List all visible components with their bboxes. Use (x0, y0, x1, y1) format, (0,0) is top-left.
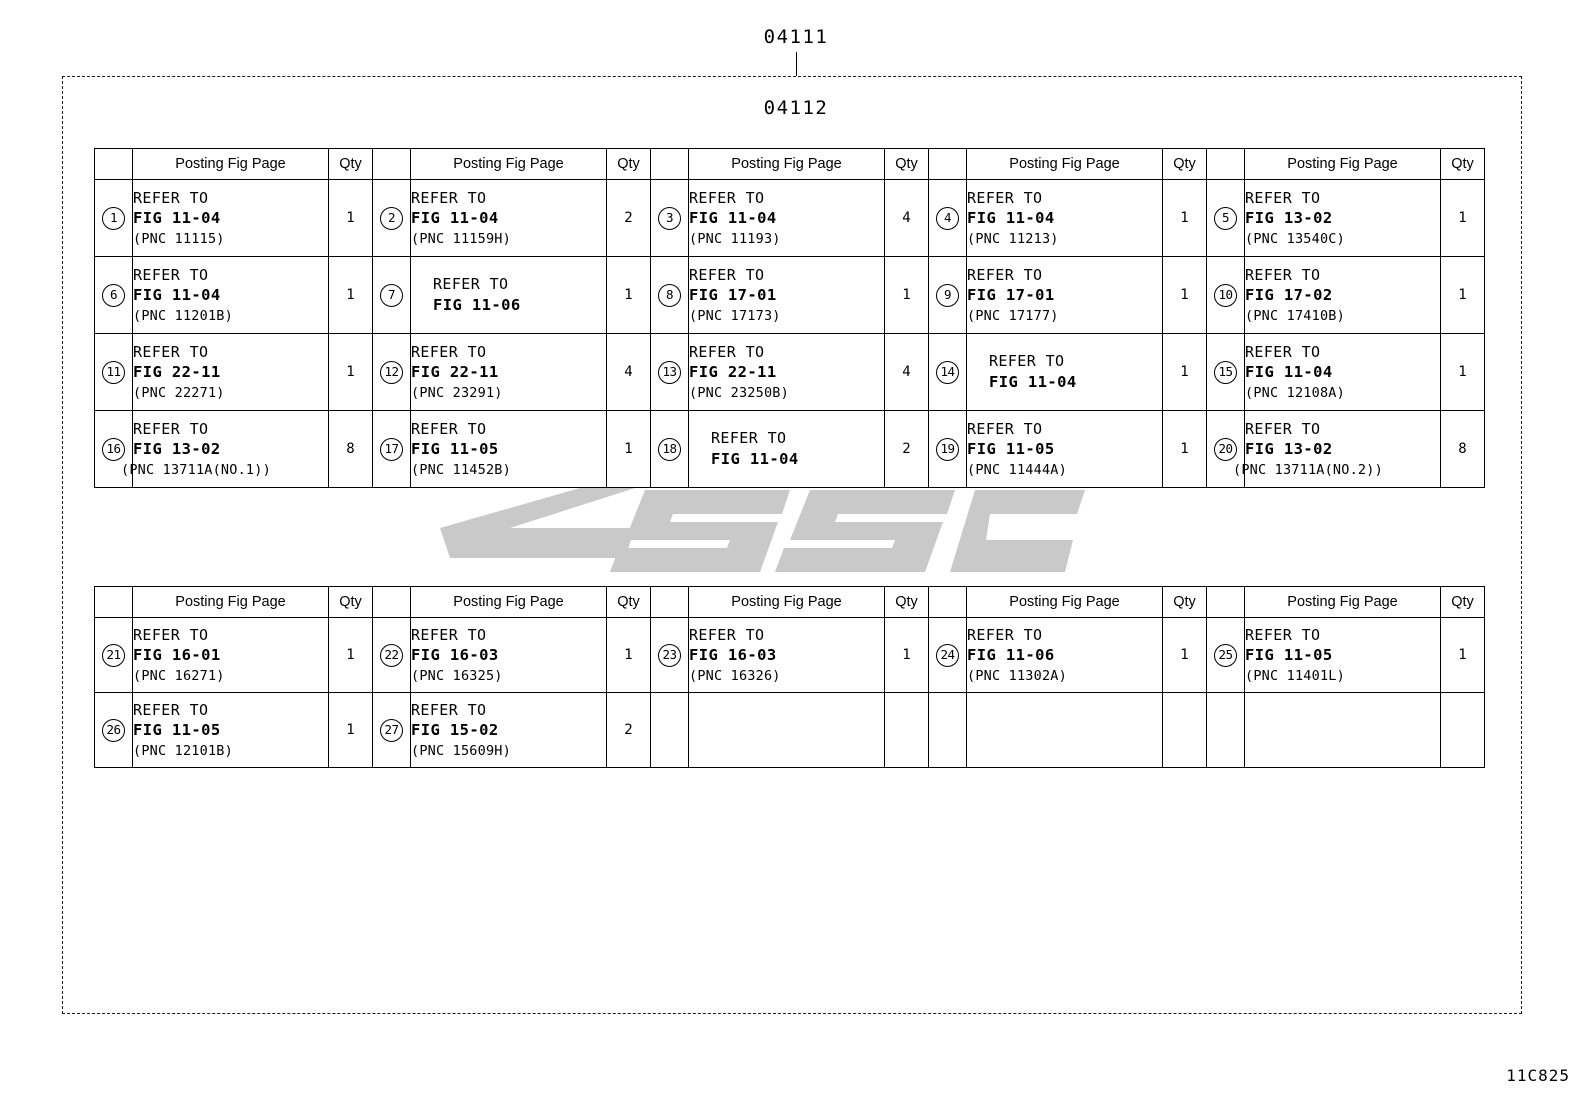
item-qty: 1 (1441, 618, 1485, 693)
index-badge: 27 (380, 719, 403, 742)
item-qty: 1 (607, 618, 651, 693)
item-reference[interactable] (689, 618, 885, 693)
index-badge: 24 (936, 644, 959, 667)
item-index[interactable] (95, 180, 133, 257)
header-spacer (373, 149, 411, 180)
item-qty: 1 (607, 411, 651, 488)
pnc-code: (PNC 11201B) (133, 307, 233, 324)
table-header-row (95, 587, 1485, 618)
pnc-code: (PNC 23291) (411, 384, 503, 401)
pnc-code: (PNC 11444A) (967, 461, 1067, 478)
item-reference[interactable] (411, 257, 607, 334)
pnc-code: (PNC 13711A(NO.1)) (121, 461, 271, 478)
header-spacer (95, 149, 133, 180)
refer-label: REFER TO (967, 266, 1043, 285)
header-qty: Qty (329, 149, 373, 180)
item-reference[interactable] (689, 180, 885, 257)
index-badge: 7 (380, 284, 403, 307)
item-reference[interactable] (967, 180, 1163, 257)
index-badge: 9 (936, 284, 959, 307)
refer-label: REFER TO (967, 626, 1043, 645)
index-badge: 18 (658, 438, 681, 461)
pnc-code: (PNC 17410B) (1245, 307, 1345, 324)
index-badge: 2 (380, 207, 403, 230)
header-posting-fig-page: Posting Fig Page (411, 587, 607, 618)
item-reference[interactable] (133, 180, 329, 257)
item-index[interactable] (95, 693, 133, 768)
index-badge: 16 (102, 438, 125, 461)
refer-label: REFER TO (411, 420, 487, 439)
item-reference[interactable] (411, 411, 607, 488)
item-qty: 2 (607, 180, 651, 257)
refer-label: REFER TO (711, 429, 787, 448)
pnc-code: (PNC 22271) (133, 384, 225, 401)
pnc-code: (PNC 12101B) (133, 742, 233, 759)
refer-label: REFER TO (411, 701, 487, 720)
pnc-code: (PNC 11302A) (967, 667, 1067, 684)
index-badge: 13 (658, 361, 681, 384)
index-badge: 12 (380, 361, 403, 384)
pnc-code: (PNC 16326) (689, 667, 781, 684)
fig-reference[interactable]: FIG 11-05 (411, 440, 499, 459)
fig-reference[interactable]: FIG 22-11 (689, 363, 777, 382)
item-qty: 1 (1163, 618, 1207, 693)
pnc-code: (PNC 16271) (133, 667, 225, 684)
item-reference[interactable] (133, 334, 329, 411)
table-row (95, 180, 1485, 257)
header-posting-fig-page: Posting Fig Page (1245, 587, 1441, 618)
item-qty: 1 (885, 618, 929, 693)
index-badge: 10 (1214, 284, 1237, 307)
fig-reference[interactable]: FIG 11-04 (711, 449, 799, 468)
refer-label: REFER TO (411, 626, 487, 645)
header-posting-fig-page: Posting Fig Page (133, 587, 329, 618)
item-index[interactable] (373, 180, 411, 257)
item-qty: 1 (329, 257, 373, 334)
refer-label: REFER TO (411, 343, 487, 362)
empty-reference (689, 693, 885, 768)
item-index[interactable] (651, 411, 689, 488)
header-qty: Qty (1441, 587, 1485, 618)
fig-reference[interactable]: FIG 11-05 (133, 721, 221, 740)
item-reference[interactable] (1245, 334, 1441, 411)
item-reference[interactable] (967, 257, 1163, 334)
item-qty: 8 (1441, 411, 1485, 488)
parts-reference-table-lower (94, 586, 1485, 768)
item-index[interactable] (95, 257, 133, 334)
header-posting-fig-page: Posting Fig Page (411, 149, 607, 180)
item-index[interactable] (651, 334, 689, 411)
index-badge: 22 (380, 644, 403, 667)
item-index[interactable] (95, 334, 133, 411)
table-row (95, 618, 1485, 693)
item-index[interactable] (1207, 257, 1245, 334)
pnc-code: (PNC 11213) (967, 230, 1059, 247)
pnc-code: (PNC 11159H) (411, 230, 511, 247)
header-posting-fig-page: Posting Fig Page (689, 149, 885, 180)
fig-reference[interactable]: FIG 11-04 (1245, 363, 1333, 382)
item-index[interactable] (929, 334, 967, 411)
item-index[interactable] (1207, 334, 1245, 411)
item-qty: 1 (329, 618, 373, 693)
fig-reference[interactable]: FIG 11-04 (689, 209, 777, 228)
table-header-row (95, 149, 1485, 180)
item-qty: 8 (329, 411, 373, 488)
item-qty: 4 (885, 334, 929, 411)
header-qty: Qty (885, 587, 929, 618)
header-qty: Qty (607, 587, 651, 618)
header-posting-fig-page: Posting Fig Page (1245, 149, 1441, 180)
item-qty: 1 (1163, 257, 1207, 334)
item-index[interactable] (929, 618, 967, 693)
pnc-code: (PNC 12108A) (1245, 384, 1345, 401)
header-spacer (651, 587, 689, 618)
header-spacer (651, 149, 689, 180)
fig-reference[interactable]: FIG 22-11 (133, 363, 221, 382)
fig-reference[interactable]: FIG 11-04 (133, 209, 221, 228)
index-badge: 17 (380, 438, 403, 461)
diagram-top-label: 04111 (763, 26, 829, 48)
fig-reference[interactable]: FIG 17-02 (1245, 286, 1333, 305)
fig-reference[interactable]: FIG 15-02 (411, 721, 499, 740)
item-reference[interactable] (411, 693, 607, 768)
header-posting-fig-page: Posting Fig Page (967, 149, 1163, 180)
item-reference[interactable] (689, 257, 885, 334)
item-index[interactable] (95, 618, 133, 693)
refer-label: REFER TO (689, 626, 765, 645)
index-badge: 14 (936, 361, 959, 384)
fig-reference[interactable]: FIG 11-05 (967, 440, 1055, 459)
index-badge: 23 (658, 644, 681, 667)
header-spacer (929, 149, 967, 180)
item-reference[interactable] (133, 257, 329, 334)
index-badge: 15 (1214, 361, 1237, 384)
index-badge: 21 (102, 644, 125, 667)
fig-reference[interactable]: FIG 13-02 (1245, 440, 1333, 459)
refer-label: REFER TO (133, 343, 209, 362)
fig-reference[interactable]: FIG 16-01 (133, 646, 221, 665)
empty-reference (967, 693, 1163, 768)
pnc-code: (PNC 23250B) (689, 384, 789, 401)
fig-reference[interactable]: FIG 17-01 (689, 286, 777, 305)
empty-index (651, 693, 689, 768)
item-reference[interactable] (133, 618, 329, 693)
item-reference[interactable] (1245, 618, 1441, 693)
header-posting-fig-page: Posting Fig Page (689, 587, 885, 618)
header-qty: Qty (329, 587, 373, 618)
fig-reference[interactable]: FIG 13-02 (133, 440, 221, 459)
item-qty: 2 (607, 693, 651, 768)
refer-label: REFER TO (967, 420, 1043, 439)
item-qty: 1 (329, 693, 373, 768)
item-index[interactable] (1207, 618, 1245, 693)
index-badge: 11 (102, 361, 125, 384)
empty-index (929, 693, 967, 768)
refer-label: REFER TO (967, 189, 1043, 208)
item-reference[interactable] (121, 411, 329, 488)
item-qty: 4 (885, 180, 929, 257)
item-index[interactable] (929, 180, 967, 257)
item-qty: 1 (607, 257, 651, 334)
table-row (95, 334, 1485, 411)
refer-label: REFER TO (133, 701, 209, 720)
refer-label: REFER TO (133, 266, 209, 285)
item-qty: 1 (1163, 334, 1207, 411)
fig-reference[interactable]: FIG 11-04 (989, 372, 1077, 391)
header-spacer (929, 587, 967, 618)
refer-label: REFER TO (411, 189, 487, 208)
empty-reference (1245, 693, 1441, 768)
index-badge: 6 (102, 284, 125, 307)
refer-label: REFER TO (1245, 189, 1321, 208)
index-badge: 20 (1214, 438, 1237, 461)
index-badge: 3 (658, 207, 681, 230)
refer-label: REFER TO (1245, 266, 1321, 285)
fig-reference[interactable]: FIG 11-04 (411, 209, 499, 228)
item-reference[interactable] (411, 334, 607, 411)
item-reference[interactable] (689, 411, 885, 488)
fig-reference[interactable]: FIG 22-11 (411, 363, 499, 382)
header-posting-fig-page: Posting Fig Page (133, 149, 329, 180)
index-badge: 4 (936, 207, 959, 230)
item-index[interactable] (373, 257, 411, 334)
item-reference[interactable] (411, 618, 607, 693)
item-index[interactable] (373, 693, 411, 768)
header-spacer (373, 587, 411, 618)
index-badge: 1 (102, 207, 125, 230)
item-index[interactable] (929, 257, 967, 334)
item-qty: 4 (607, 334, 651, 411)
item-qty: 1 (1441, 180, 1485, 257)
table-row (95, 257, 1485, 334)
item-reference[interactable] (689, 334, 885, 411)
header-spacer (95, 587, 133, 618)
header-qty: Qty (1163, 149, 1207, 180)
header-qty: Qty (885, 149, 929, 180)
refer-label: REFER TO (1245, 420, 1321, 439)
header-qty: Qty (607, 149, 651, 180)
table-row (95, 693, 1485, 768)
pnc-code: (PNC 16325) (411, 667, 503, 684)
item-qty: 1 (1163, 411, 1207, 488)
item-reference[interactable] (967, 618, 1163, 693)
fig-reference[interactable]: FIG 11-04 (133, 286, 221, 305)
item-qty: 2 (885, 411, 929, 488)
header-posting-fig-page: Posting Fig Page (967, 587, 1163, 618)
item-reference[interactable] (967, 334, 1163, 411)
index-badge: 26 (102, 719, 125, 742)
item-reference[interactable] (133, 693, 329, 768)
item-index[interactable] (373, 411, 411, 488)
fig-reference[interactable]: FIG 11-06 (433, 295, 521, 314)
item-index[interactable] (651, 618, 689, 693)
empty-qty (1163, 693, 1207, 768)
pnc-code: (PNC 15609H) (411, 742, 511, 759)
fig-reference[interactable]: FIG 13-02 (1245, 209, 1333, 228)
table-row (95, 411, 1485, 488)
pnc-code: (PNC 13711A(NO.2)) (1233, 461, 1383, 478)
empty-qty (885, 693, 929, 768)
refer-label: REFER TO (133, 189, 209, 208)
header-spacer (1207, 587, 1245, 618)
fig-reference[interactable]: FIG 16-03 (411, 646, 499, 665)
item-index[interactable] (373, 618, 411, 693)
item-index[interactable] (651, 180, 689, 257)
refer-label: REFER TO (689, 343, 765, 362)
pnc-code: (PNC 11401L) (1245, 667, 1345, 684)
index-badge: 19 (936, 438, 959, 461)
item-reference[interactable] (1233, 411, 1441, 488)
fig-reference[interactable]: FIG 11-04 (967, 209, 1055, 228)
item-reference[interactable] (967, 411, 1163, 488)
item-qty: 1 (329, 334, 373, 411)
pnc-code: (PNC 11115) (133, 230, 225, 247)
pnc-code: (PNC 11452B) (411, 461, 511, 478)
index-badge: 25 (1214, 644, 1237, 667)
item-qty: 1 (1441, 334, 1485, 411)
item-qty: 1 (885, 257, 929, 334)
refer-label: REFER TO (689, 266, 765, 285)
refer-label: REFER TO (1245, 626, 1321, 645)
refer-label: REFER TO (433, 275, 509, 294)
index-badge: 5 (1214, 207, 1237, 230)
pnc-code: (PNC 13540C) (1245, 230, 1345, 247)
refer-label: REFER TO (689, 189, 765, 208)
empty-index (1207, 693, 1245, 768)
pnc-code: (PNC 17173) (689, 307, 781, 324)
index-badge: 8 (658, 284, 681, 307)
parts-reference-table-upper (94, 148, 1485, 488)
refer-label: REFER TO (1245, 343, 1321, 362)
diagram-inner-label: 04112 (763, 97, 829, 119)
pnc-code: (PNC 17177) (967, 307, 1059, 324)
item-qty: 1 (329, 180, 373, 257)
refer-label: REFER TO (133, 626, 209, 645)
header-spacer (1207, 149, 1245, 180)
header-qty: Qty (1441, 149, 1485, 180)
item-reference[interactable] (1245, 257, 1441, 334)
item-reference[interactable] (1245, 180, 1441, 257)
fig-reference[interactable]: FIG 17-01 (967, 286, 1055, 305)
fig-reference[interactable]: FIG 11-06 (967, 646, 1055, 665)
header-qty: Qty (1163, 587, 1207, 618)
refer-label: REFER TO (133, 420, 209, 439)
item-qty: 1 (1163, 180, 1207, 257)
item-index[interactable] (651, 257, 689, 334)
fig-reference[interactable]: FIG 11-05 (1245, 646, 1333, 665)
empty-qty (1441, 693, 1485, 768)
fig-reference[interactable]: FIG 16-03 (689, 646, 777, 665)
pnc-code: (PNC 11193) (689, 230, 781, 247)
item-index[interactable] (929, 411, 967, 488)
top-label-connector-line (796, 52, 797, 76)
diagram-code: 11C825 (1506, 1066, 1570, 1085)
item-index[interactable] (1207, 180, 1245, 257)
item-reference[interactable] (411, 180, 607, 257)
refer-label: REFER TO (989, 352, 1065, 371)
item-qty: 1 (1441, 257, 1485, 334)
item-index[interactable] (373, 334, 411, 411)
